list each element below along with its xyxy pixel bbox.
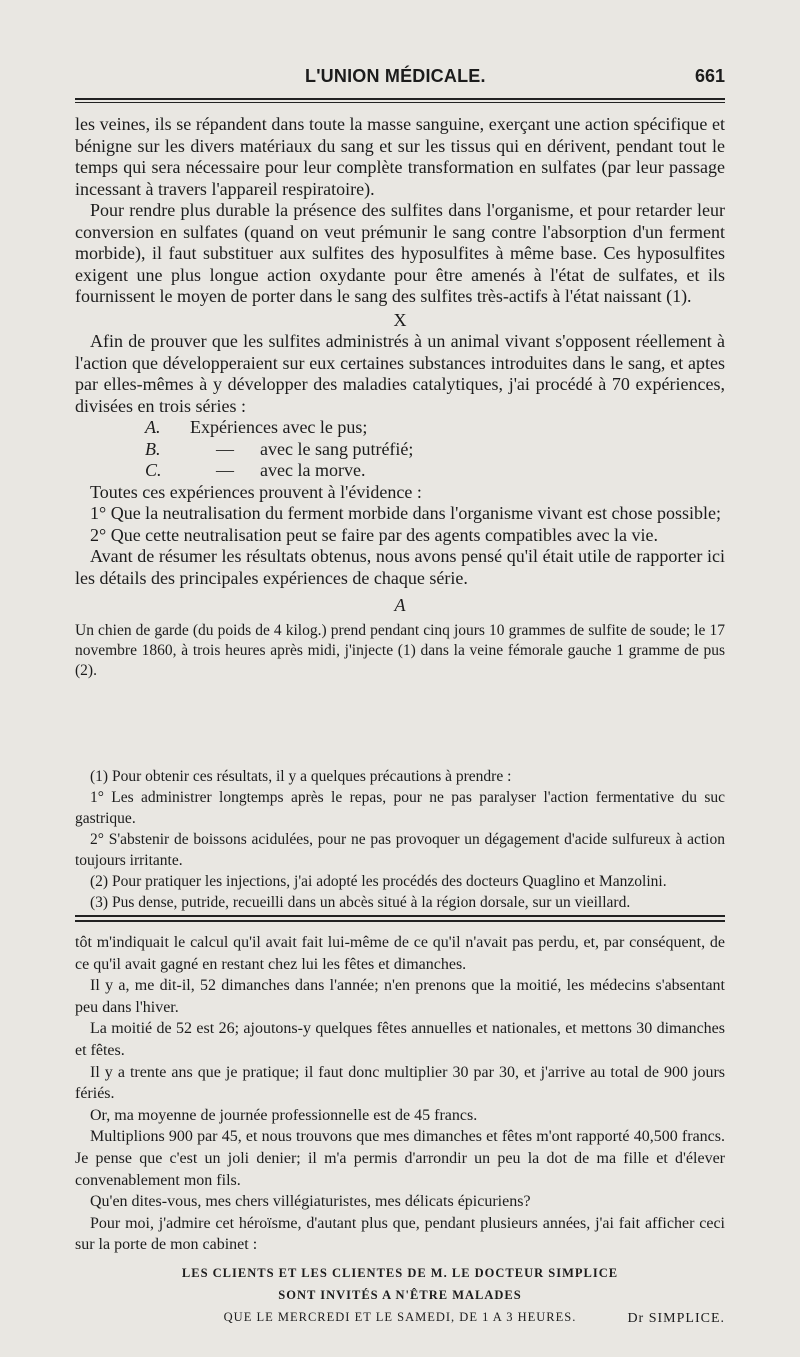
paragraph: Il y a trente ans que je pratique; il faut donc multiplier 30 par 30, et j'arrive au total de 900 jours fériés. [75,1063,725,1103]
paragraph: La moitié de 52 est 26; ajoutons-y quelques fêtes annuelles et nationales, et mettons 30 dimanches et fêtes. [75,1020,725,1059]
paragraph: Pour rendre plus durable la présence des sulfites dans l'organisme, et pour retarder leur conversion en sulfates (quand on veut prémunir le sang contre l'absorption d'un ferment morbide), il faut substituer aux sulfites des hyposulfites à même base. Ces hyposulfites exigent une plus longue action oxydante pour être amenés à l'état de sulfates, et ils fournissent le moyen de porter dans le sang des sulfites très-actifs à l'état naissant (1). [75,200,725,306]
footnote: (2) Pour pratiquer les injections, j'ai adopté les procédés des docteurs Quaglino et Manzolini. [90,873,667,890]
footnote: 1° Les administrer longtemps après le repas, pour ne pas paralyser l'action fermentative du suc gastrique. [75,789,725,827]
notice-line: LES CLIENTS ET LES CLIENTES DE M. LE DOCTEUR SIMPLICE [181,1265,619,1280]
paragraph: Avant de résumer les résultats obtenus, nous avons pensé qu'il était utile de rapporter ici les détails des principales expériences de chaque série. [75,546,725,588]
paragraph: Il y a, me dit-il, 52 dimanches dans l'année; n'en prenons que la moitié, les médecins s'absentant peu dans l'hiver. [75,977,725,1016]
article-body [75,114,725,681]
footnote: (3) Pus dense, putride, recueilli dans un abcès situé à la région dorsale, sur un vieillard. [90,894,631,911]
series-item-b: B. — avec le sang putréfié; [145,438,414,459]
page-number: 661 [694,66,725,86]
header-rule-thin [75,102,725,103]
paragraph: Un chien de garde (du poids de 4 kilog.) prend pendant cinq jours 10 grammes de sulfite de soude; le 17 novembre 1860, à trois heures après midi, j'injecte (1) dans la veine fémorale gauche 1 gramme de pus (2). [75,621,725,679]
signature: Dr SIMPLICE. [627,1311,725,1326]
series-list [75,417,725,482]
paragraph: 2° Que cette neutralisation peut se faire par des agents compatibles avec la vie. [90,524,658,545]
paragraph: Afin de prouver que les sulfites administrés à un animal vivant s'opposent réellement à l'action que développeraient sur eux certaines substances introduites dans le sang, et aptes par elles-mêmes à y développer des maladies catalytiques, j'ai procédé à 70 expériences, divisées en trois séries : [75,331,725,416]
running-header [75,66,725,90]
paragraph: Qu'en dites-vous, mes chers villégiaturistes, mes délicats épicuriens? [90,1193,531,1211]
notice-line: QUE LE MERCREDI ET LE SAMEDI, DE 1 A 3 HEURES. [223,1309,577,1324]
series-item-c: C. — avec la morve. [145,460,366,480]
paragraph: 1° Que la neutralisation du ferment morbide dans l'organisme vivant est chose possible; [90,503,721,523]
footnotes [75,766,725,913]
journal-title: L'UNION MÉDICALE. [305,66,486,86]
section-heading: X [393,309,407,330]
footnote: (1) Pour obtenir ces résultats, il y a quelques précautions à prendre : [90,768,512,785]
feuilleton-rule [75,915,725,917]
paragraph: Pour moi, j'admire cet héroïsme, d'autant plus que, pendant plusieurs années, j'ai fait afficher ceci sur la porte de mon cabinet : [75,1214,725,1254]
paragraph: Or, ma moyenne de journée professionnelle est de 45 francs. [90,1106,478,1124]
paragraph: Multiplions 900 par 45, et nous trouvons que mes dimanches et fêtes m'ont rapporté 40,500 francs. Je pense que c'est un joli denier; il m'a permis d'arrondir un peu la dot de ma fille et d'élever convenablement mon fils. [75,1128,725,1189]
notice-line: SONT INVITÉS A N'ÊTRE MALADES [278,1287,522,1302]
header-rule [75,98,725,100]
subsection-heading: A [394,595,406,615]
series-item-a: A. Expériences avec le pus; [145,417,368,437]
feuilleton [75,932,725,1328]
paragraph: tôt m'indiquait le calcul qu'il avait fait lui-même de ce qu'il n'avait pas perdu, et, par conséquent, de ce qu'il avait gagné en restant chez lui les fêtes et dimanches. [75,934,725,973]
paragraph: Toutes ces expériences prouvent à l'évidence : [90,481,422,502]
feuilleton-rule [75,920,725,922]
footnote: 2° S'abstenir de boissons acidulées, pour ne pas provoquer un dégagement d'acide sulfureux à action toujours irritante. [75,831,725,869]
paragraph: les veines, ils se répandent dans toute la masse sanguine, exerçant une action spécifique et bénigne sur les divers matériaux du sang et sur les tissus qui en dérivent, pendant tout le temps qui sera nécessaire pour leur complète transformation en sulfates (par leur passage incessant à travers l'appareil respiratoire). [75,114,725,199]
